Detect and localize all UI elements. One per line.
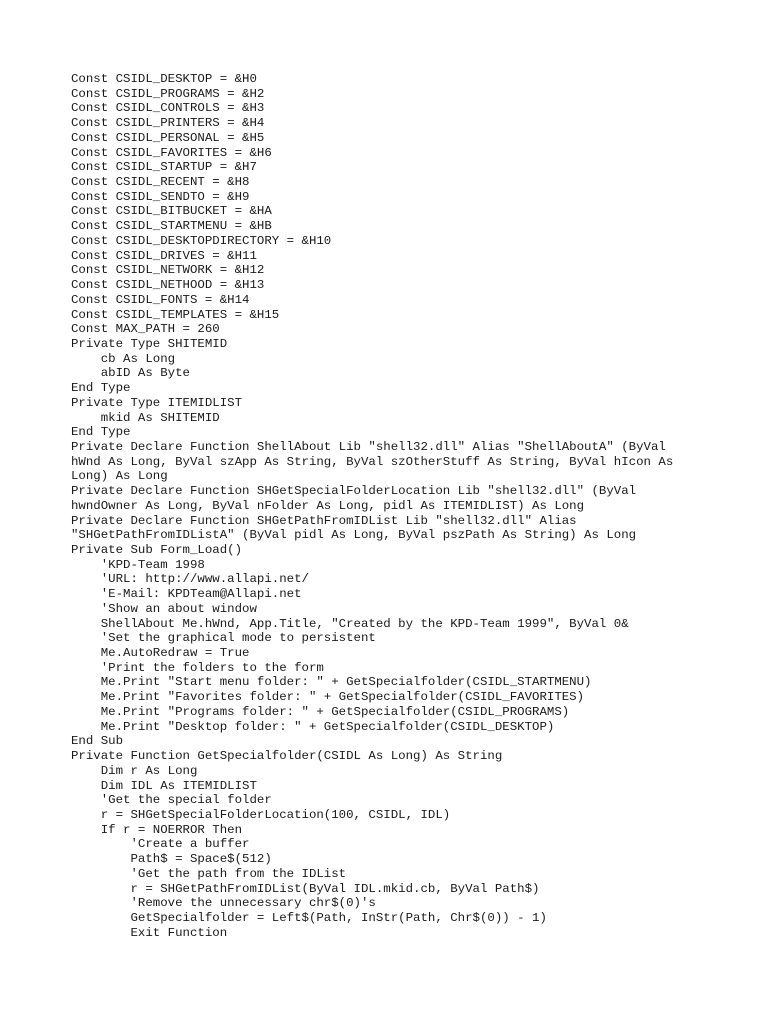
code-line: End Sub (71, 734, 124, 749)
code-line: 'Show an about window (71, 601, 257, 616)
code-line: Const CSIDL_TEMPLATES = &H15 (71, 307, 280, 322)
code-line: abID As Byte (71, 366, 190, 381)
code-line: Dim IDL As ITEMIDLIST (71, 778, 257, 793)
code-line: Const CSIDL_SENDTO = &H9 (71, 189, 250, 204)
code-line: Const CSIDL_DESKTOP = &H0 (71, 72, 257, 86)
code-line: mkid As SHITEMID (71, 410, 220, 425)
code-line: Private Function GetSpecialfolder(CSIDL As Long) As String (71, 749, 503, 764)
code-line: GetSpecialfolder = Left$(Path, InStr(Path, Chr$(0)) - 1) (71, 910, 547, 925)
code-line: Const CSIDL_PROGRAMS = &H2 (71, 86, 265, 101)
code-line: 'Get the special folder (71, 793, 272, 808)
code-line: Me.Print "Favorites folder: " + GetSpecialfolder(CSIDL_FAVORITES) (71, 690, 585, 705)
code-line: "SHGetPathFromIDListA" (ByVal pidl As Long, ByVal pszPath As String) As Long (71, 528, 637, 543)
code-line: hWnd As Long, ByVal szApp As String, ByVal szOtherStuff As String, ByVal hIcon As (71, 454, 674, 469)
code-line: Const CSIDL_DESKTOPDIRECTORY = &H10 (71, 233, 332, 248)
code-line: Me.AutoRedraw = True (71, 646, 250, 661)
code-line: 'URL: http://www.allapi.net/ (71, 572, 309, 587)
code-line: Const CSIDL_RECENT = &H8 (71, 175, 250, 190)
code-line: r = SHGetSpecialFolderLocation(100, CSIDL, IDL) (71, 807, 451, 822)
code-line: r = SHGetPathFromIDList(ByVal IDL.mkid.cb, ByVal Path$) (71, 881, 540, 896)
code-line: Const CSIDL_STARTUP = &H7 (71, 160, 257, 175)
code-line: If r = NOERROR Then (71, 822, 243, 837)
code-line: Me.Print "Start menu folder: " + GetSpecialfolder(CSIDL_STARTMENU) (71, 675, 592, 690)
code-line: End Type (71, 381, 131, 396)
code-line: Me.Print "Desktop folder: " + GetSpecialfolder(CSIDL_DESKTOP) (71, 719, 555, 734)
code-line: Const CSIDL_FAVORITES = &H6 (71, 145, 272, 160)
code-line: Const MAX_PATH = 260 (71, 322, 220, 337)
code-line: Const CSIDL_NETWORK = &H12 (71, 263, 265, 278)
code-line: 'Get the path from the IDList (71, 866, 347, 881)
code-line: Private Declare Function ShellAbout Lib "shell32.dll" Alias "ShellAboutA" (ByVal (71, 439, 666, 454)
code-line: Const CSIDL_STARTMENU = &HB (71, 219, 272, 234)
code-line: Const CSIDL_PERSONAL = &H5 (71, 130, 265, 145)
code-line: Const CSIDL_FONTS = &H14 (71, 292, 250, 307)
code-line: End Type (71, 425, 131, 440)
code-line: Path$ = Space$(512) (71, 852, 272, 867)
code-line: Private Declare Function SHGetPathFromIDList Lib "shell32.dll" Alias (71, 513, 577, 528)
code-line: Const CSIDL_DRIVES = &H11 (71, 248, 257, 263)
code-line: Dim r As Long (71, 763, 198, 778)
code-line: Private Type ITEMIDLIST (71, 395, 243, 410)
code-line: Me.Print "Programs folder: " + GetSpecialfolder(CSIDL_PROGRAMS) (71, 704, 570, 719)
code-line: 'Create a buffer (71, 837, 250, 852)
code-line: Long) As Long (71, 469, 168, 484)
code-line: Private Sub Form_Load() (71, 543, 243, 557)
code-line: Const CSIDL_CONTROLS = &H3 (71, 101, 265, 116)
code-line: cb As Long (71, 351, 176, 366)
code-line: Private Type SHITEMID (71, 336, 228, 351)
code-line: Const CSIDL_NETHOOD = &H13 (71, 278, 265, 293)
code-line: Private Declare Function SHGetSpecialFolderLocation Lib "shell32.dll" (ByVal (71, 484, 637, 499)
code-line: Exit Function (71, 925, 228, 940)
code-line: hwndOwner As Long, ByVal nFolder As Long, pidl As ITEMIDLIST) As Long (71, 498, 585, 513)
code-line: Const CSIDL_BITBUCKET = &HA (71, 204, 272, 219)
code-line: 'Remove the unnecessary chr$(0)'s (71, 896, 376, 911)
code-line: 'E-Mail: KPDTeam@Allapi.net (71, 587, 302, 602)
code-listing (71, 72, 711, 940)
code-line: Const CSIDL_PRINTERS = &H4 (71, 116, 265, 131)
code-line: 'Print the folders to the form (71, 660, 324, 675)
code-line: 'Set the graphical mode to persistent (71, 631, 376, 646)
code-line: 'KPD-Team 1998 (71, 557, 205, 572)
code-line: ShellAbout Me.hWnd, App.Title, "Created by the KPD-Team 1999", ByVal 0& (71, 616, 629, 631)
